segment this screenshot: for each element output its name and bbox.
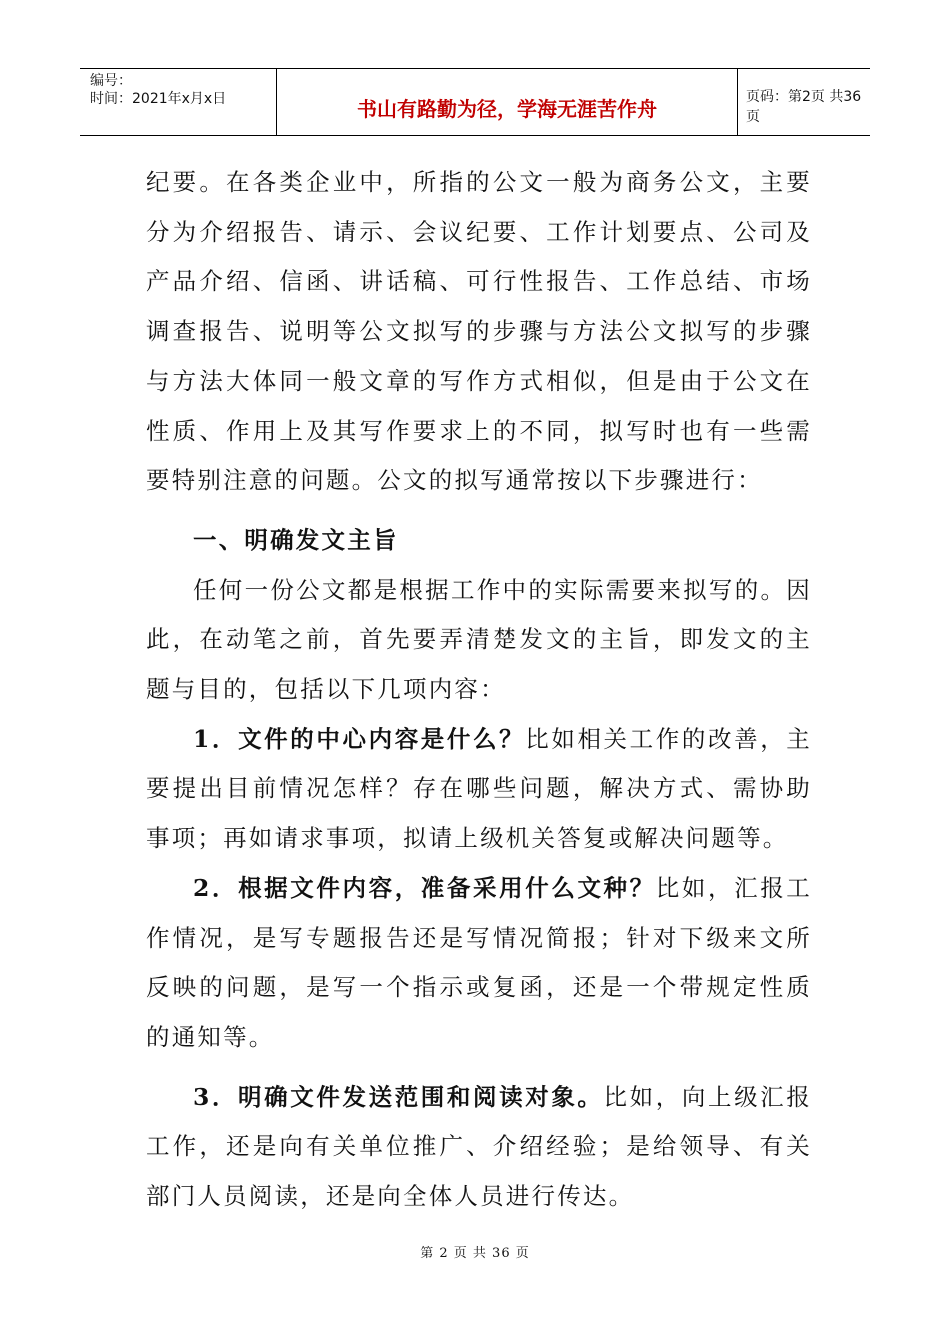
list-item-2-title: 2．根据文件内容，准备采用什么文种？ [193, 873, 656, 902]
document-body [146, 158, 812, 1222]
list-item-3-text: 比如，向上级汇报工作，还是向有关单位推广、介绍经验；是给领导、有关部门人员阅读，还是向全体人员进行传达。 [146, 1082, 812, 1211]
page-header [80, 68, 870, 136]
header-page-cell [738, 69, 870, 135]
list-item-2-text: 比如，汇报工作情况，是写专题报告还是写情况简报；针对下级来文所反映的问题，是写一个指示或复函，还是一个带规定性质的通知等。 [146, 873, 812, 1051]
header-motto: 书山有路勤为径，学海无涯苦作舟 [357, 96, 657, 121]
list-item-3 [146, 1073, 812, 1222]
list-item-1-title: 1．文件的中心内容是什么？ [193, 724, 526, 753]
header-motto-cell [277, 69, 738, 135]
page-footer: 第 2 页 共 36 页 [420, 1246, 530, 1261]
list-item-2 [146, 864, 812, 1063]
document-time-label: 时间：2021年x月x日 [90, 91, 227, 107]
paragraph-intro: 纪要。在各类企业中，所指的公文一般为商务公文，主要分为介绍报告、请示、会议纪要、工作计划要点、公司及产品介绍、信函、讲话稿、可行性报告、工作总结、市场调查报告、说明等公文拟写的步骤与方法公文拟写的步骤与方法大体同一般文章的写作方式相似，但是由于公文在性质、作用上及其写作要求上的不同，拟写时也有一些需要特别注意的问题。公文的拟写通常按以下步骤进行： [146, 168, 812, 495]
document-number-label: 编号： [90, 73, 132, 89]
header-meta [80, 69, 277, 135]
paragraph-main: 任何一份公文都是根据工作中的实际需要来拟写的。因此，在动笔之前，首先要弄清楚发文的主旨，即发文的主题与目的，包括以下几项内容： [146, 575, 812, 704]
list-item-1-text: 比如相关工作的改善，主要提出目前情况怎样？存在哪些问题，解决方式、需协助事项；再如请求事项，拟请上级机关答复或解决问题等。 [146, 724, 812, 853]
list-item-3-title: 3．明确文件发送范围和阅读对象。 [193, 1082, 604, 1111]
section-heading: 一、明确发文主旨 [193, 525, 399, 554]
list-item-1 [146, 715, 812, 864]
header-page-info: 页码：第2页 共36页 [746, 89, 862, 125]
